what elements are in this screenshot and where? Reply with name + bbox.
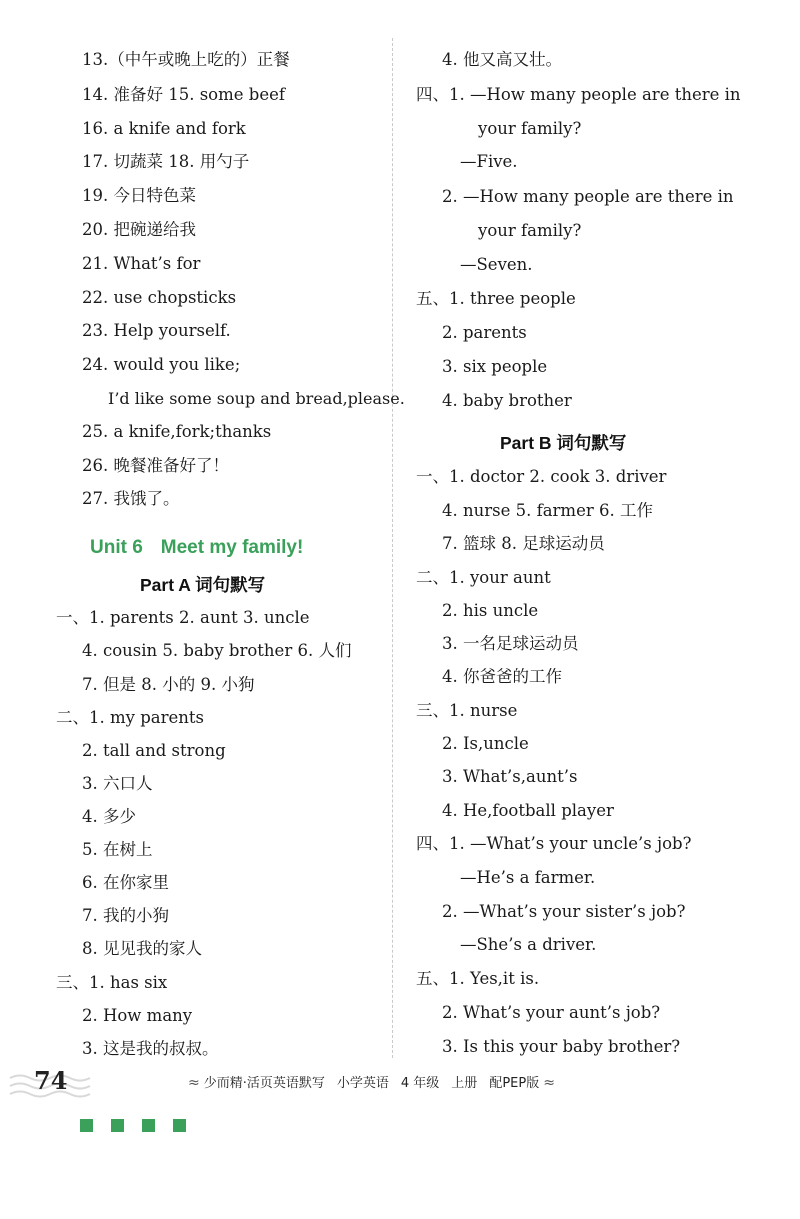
answer-line: 3. 一名足球运动员	[442, 634, 579, 653]
answer-line: 7. 我的小狗	[82, 906, 169, 925]
answer-line: 7. 篮球 8. 足球运动员	[442, 534, 605, 553]
footer-series: 少而精·活页英语默写	[203, 1076, 325, 1091]
footer-volume: 上册	[451, 1076, 478, 1091]
answer-line: 4. baby brother	[442, 391, 572, 410]
answer-line: 23. Help yourself.	[82, 321, 231, 340]
answer-line: 20. 把碗递给我	[82, 220, 196, 239]
wave-mark-left: ≈	[188, 1075, 200, 1091]
answer-line: 4. 多少	[82, 807, 136, 826]
answer-line: 四、1. —What’s your uncle’s job?	[416, 834, 692, 853]
answer-line: —She’s a driver.	[460, 935, 597, 954]
answer-line: 19. 今日特色菜	[82, 186, 196, 205]
footer-grade: 4 年级	[400, 1076, 440, 1091]
progress-squares	[80, 1117, 204, 1136]
unit-name: Meet my family!	[160, 537, 304, 558]
answer-line: 3. six people	[442, 357, 548, 376]
answer-line: 二、1. your aunt	[416, 568, 551, 587]
answer-line: 四、1. —How many people are there in	[416, 85, 741, 104]
unit-title	[90, 537, 303, 559]
answer-line: 25. a knife,fork;thanks	[82, 422, 272, 441]
answer-line: 8. 见见我的家人	[82, 939, 202, 958]
answer-line: 4. He,football player	[442, 801, 614, 820]
answer-line: 5. 在树上	[82, 840, 153, 859]
page-number: 74	[34, 1066, 68, 1095]
answer-line: I’d like some soup and bread,please.	[108, 389, 405, 408]
answer-line: 13.（中午或晚上吃的）正餐	[82, 50, 290, 69]
answer-line: 4. 他又高又壮。	[442, 50, 562, 69]
answer-line: 2. —How many people are there in	[442, 187, 734, 206]
answer-line: 三、1. has six	[56, 973, 168, 992]
footer-info	[188, 1072, 559, 1091]
answer-line: 7. 但是 8. 小的 9. 小狗	[82, 675, 255, 694]
answer-line: —He’s a farmer.	[460, 868, 596, 887]
green-square	[142, 1119, 155, 1132]
answer-line: 五、1. Yes,it is.	[416, 969, 540, 988]
green-square	[80, 1119, 93, 1132]
answer-line: 五、1. three people	[416, 289, 576, 308]
answer-line: 26. 晚餐准备好了！	[82, 456, 229, 475]
part-a-title: Part A 词句默写	[140, 575, 266, 595]
answer-line: 22. use chopsticks	[82, 288, 237, 307]
answer-line: your family?	[478, 221, 582, 240]
answer-line: 3. 这是我的叔叔。	[82, 1039, 219, 1058]
answer-line: 一、1. parents 2. aunt 3. uncle	[56, 608, 310, 627]
answer-line: 14. 准备好 15. some beef	[82, 85, 285, 104]
footer-edition: 配PEP版	[489, 1076, 540, 1091]
answer-line: 2. tall and strong	[82, 741, 226, 760]
wave-mark-right: ≈	[543, 1075, 555, 1091]
answer-line: 三、1. nurse	[416, 701, 518, 720]
answer-line: 27. 我饿了。	[82, 489, 180, 508]
answer-line: 17. 切蔬菜 18. 用勺子	[82, 152, 250, 171]
answer-line: 3. Is this your baby brother?	[442, 1037, 681, 1056]
answer-line: 4. nurse 5. farmer 6. 工作	[442, 501, 653, 520]
answer-line: 2. —What’s your sister’s job?	[442, 902, 686, 921]
part-b-title: Part B 词句默写	[500, 433, 627, 453]
unit-number: Unit 6	[90, 537, 143, 558]
answer-line: 一、1. doctor 2. cook 3. driver	[416, 467, 667, 486]
answer-line: 21. What’s for	[82, 254, 201, 273]
column-divider	[392, 38, 393, 1058]
answer-line: your family?	[478, 119, 582, 138]
answer-line: 2. parents	[442, 323, 527, 342]
answer-line: 4. 你爸爸的工作	[442, 667, 562, 686]
answer-line: —Seven.	[460, 255, 533, 274]
answer-line: 16. a knife and fork	[82, 119, 246, 138]
answer-line: —Five.	[460, 152, 518, 171]
answer-line: 2. his uncle	[442, 601, 539, 620]
answer-line: 2. How many	[82, 1006, 193, 1025]
answer-line: 6. 在你家里	[82, 873, 169, 892]
answer-line: 2. What’s your aunt’s job?	[442, 1003, 661, 1022]
green-square	[111, 1119, 124, 1132]
answer-line: 3. 六口人	[82, 774, 153, 793]
answer-line: 二、1. my parents	[56, 708, 204, 727]
green-square	[173, 1119, 186, 1132]
footer-subject: 小学英语	[336, 1076, 389, 1091]
answer-line: 2. Is,uncle	[442, 734, 529, 753]
answer-line: 24. would you like;	[82, 355, 241, 374]
answer-line: 4. cousin 5. baby brother 6. 人们	[82, 641, 352, 660]
answer-line: 3. What’s,aunt’s	[442, 767, 578, 786]
